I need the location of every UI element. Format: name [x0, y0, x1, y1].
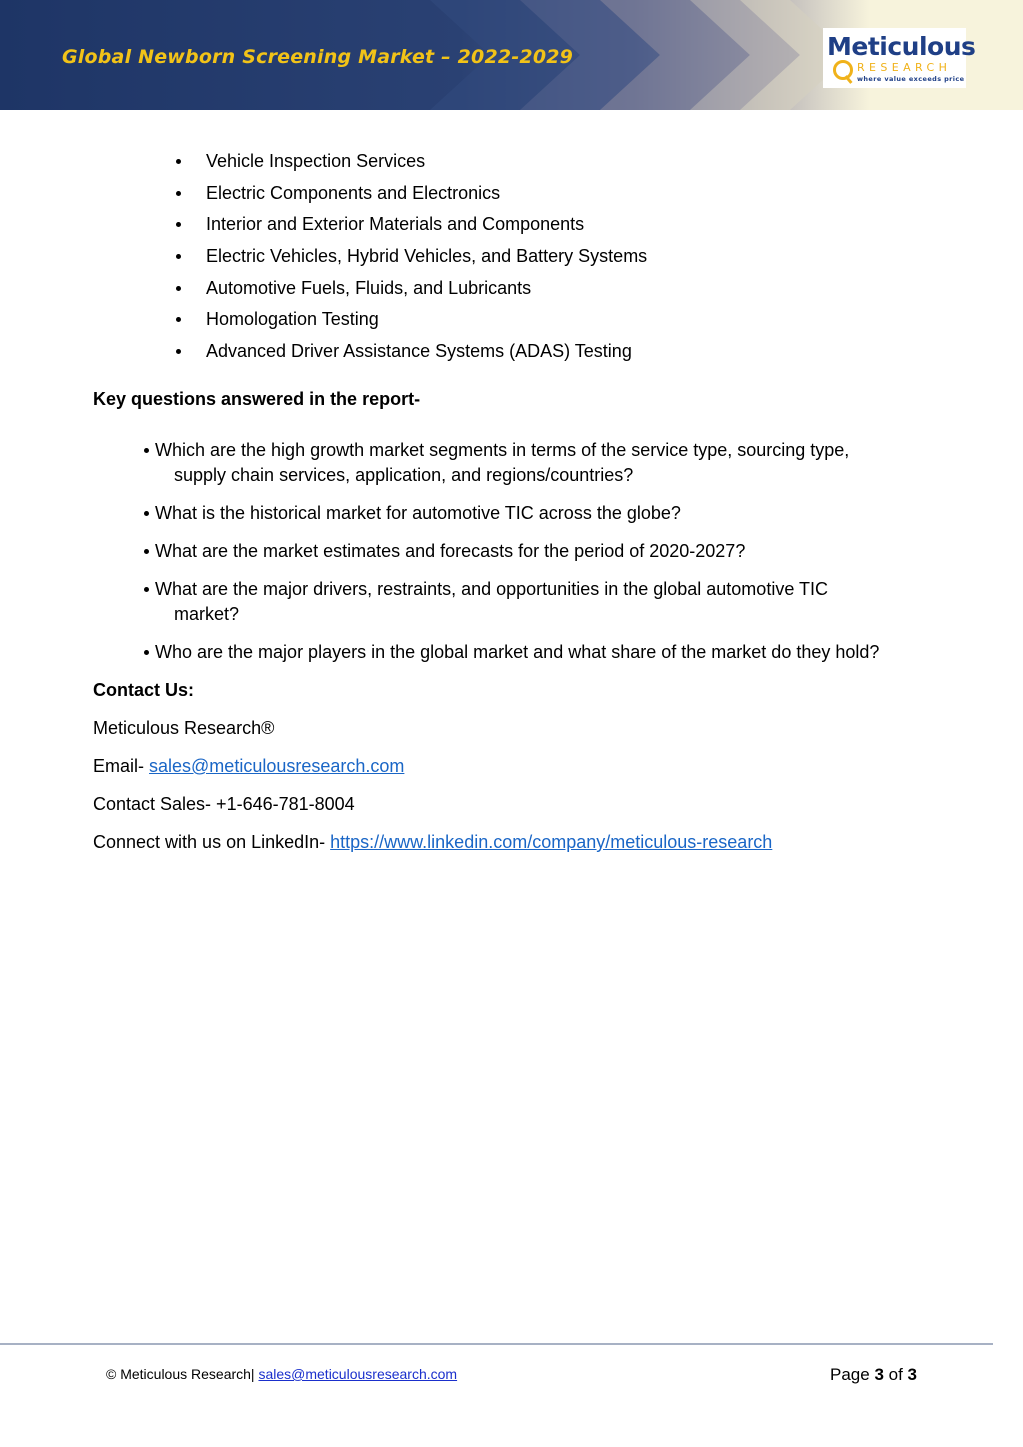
logo-tagline: where value exceeds price: [857, 75, 965, 83]
question-item: [142, 577, 942, 627]
page-label: Page: [830, 1365, 875, 1384]
bullet-icon: [176, 159, 181, 164]
question-text: What are the market estimates and forecasts for the period of 2020-2027?: [155, 541, 746, 561]
page-number: [830, 1365, 917, 1385]
list-item-text: Advanced Driver Assistance Systems (ADAS) Testing: [206, 341, 632, 362]
contact-heading-text: Contact Us:: [93, 680, 195, 700]
bullet-icon: [144, 511, 149, 516]
bullet-icon: [144, 448, 149, 453]
question-item: [142, 438, 942, 488]
bullet-icon: [176, 222, 181, 227]
page-of: of: [883, 1365, 908, 1384]
linkedin-line: [93, 831, 772, 853]
bullet-icon: [176, 254, 181, 259]
list-item-text: Interior and Exterior Materials and Components: [206, 214, 585, 235]
footer-copyright: [106, 1366, 457, 1382]
meticulous-research-logo: [823, 28, 976, 88]
list-item: [172, 308, 647, 340]
question-text-continued: supply chain services, application, and regions/countries?: [174, 465, 634, 485]
list-item-text: Homologation Testing: [206, 309, 379, 330]
list-item-text: Automotive Fuels, Fluids, and Lubricants: [206, 277, 532, 298]
page-current: 3: [874, 1365, 884, 1384]
copyright-text: © Meticulous Research|: [106, 1366, 259, 1382]
contact-heading: [93, 679, 194, 701]
list-item-text: Electric Vehicles, Hybrid Vehicles, and Battery Systems: [206, 246, 648, 267]
logo-sub: RESEARCH: [857, 61, 952, 74]
bullet-icon: [144, 587, 149, 592]
question-item: [142, 501, 942, 526]
list-item: [172, 150, 647, 182]
company-name: Meticulous Research®: [93, 718, 275, 738]
bullet-icon: [144, 549, 149, 554]
footer-email-link[interactable]: sales@meticulousresearch.com: [258, 1366, 458, 1382]
page-total: 3: [907, 1365, 917, 1384]
question-text: Who are the major players in the global market and what share of the market do they hold?: [155, 642, 880, 662]
key-questions-heading: Key questions answered in the report-: [93, 389, 421, 409]
question-text: What is the historical market for automotive TIC across the globe?: [155, 503, 681, 523]
bullet-icon: [176, 349, 181, 354]
email-line: [93, 755, 404, 777]
list-item: [172, 182, 647, 214]
list-item: [172, 340, 647, 372]
list-item: [172, 277, 647, 309]
magnifier-handle: [844, 75, 852, 84]
question-text: Which are the high growth market segments in terms of the service type, sourcing type,: [155, 440, 850, 460]
linkedin-label: Connect with us on LinkedIn-: [93, 832, 331, 852]
footer-divider: [0, 1343, 993, 1345]
magnifier-icon: [833, 60, 853, 80]
question-text: What are the major drivers, restraints, and opportunities in the global automotive TIC: [155, 579, 828, 599]
bullet-icon: [144, 650, 149, 655]
list-item-text: Vehicle Inspection Services: [206, 151, 426, 171]
email-label: Email-: [93, 756, 150, 776]
page-header: [0, 0, 1023, 110]
list-item-text: Electric Components and Electronics: [206, 182, 501, 203]
linkedin-link[interactable]: https://www.linkedin.com/company/meticulous-research: [330, 832, 773, 852]
bullet-icon: [176, 317, 181, 322]
contact-sales: Contact Sales- +1-646-781-8004: [93, 794, 355, 814]
question-text-continued: market?: [174, 604, 240, 624]
key-questions-list: [142, 438, 942, 665]
bullet-icon: [176, 286, 181, 291]
question-item: [142, 640, 942, 665]
question-item: [142, 539, 942, 564]
report-title: Global Newborn Screening Market – 2022-2029: [62, 46, 574, 68]
bullet-icon: [176, 191, 181, 196]
logo-name: Meticulous: [827, 32, 976, 61]
list-item: [172, 213, 647, 245]
list-item: [172, 245, 647, 277]
email-link[interactable]: sales@meticulousresearch.com: [149, 756, 405, 776]
services-list: [172, 150, 647, 372]
